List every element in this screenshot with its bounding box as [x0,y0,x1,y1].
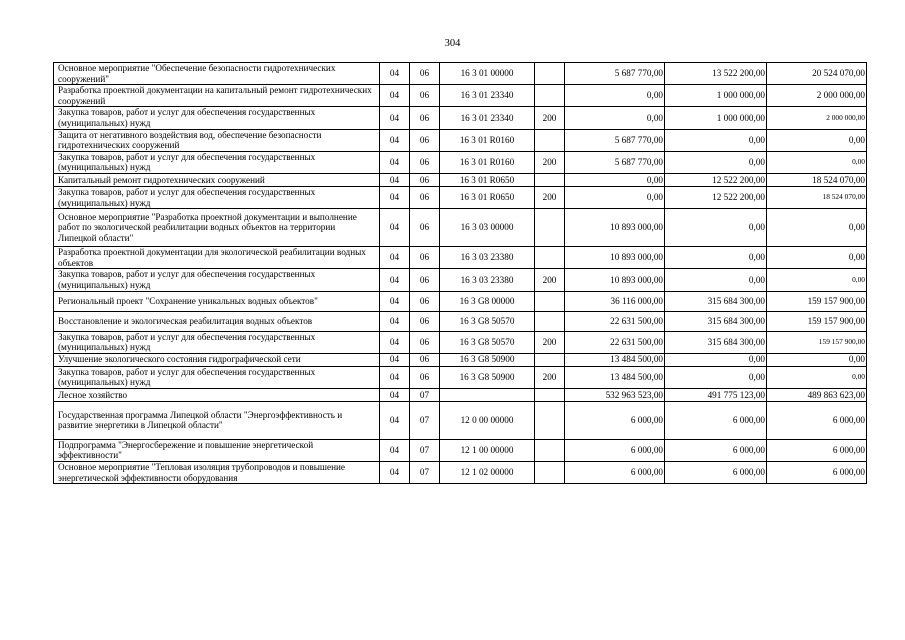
cell-pr: 06 [410,107,440,129]
cell-csr: 16 3 G8 50570 [440,311,535,331]
cell-rz: 04 [380,291,410,311]
cell-pr: 06 [410,173,440,186]
cell-vr [535,63,565,85]
cell-name: Восстановление и экологическая реабилитация водных объектов [54,311,380,331]
cell-rz: 04 [380,151,410,173]
cell-csr: 16 3 01 R0650 [440,173,535,186]
cell-v3: 18 524 070,00 [767,173,867,186]
cell-v3: 0,00 [767,353,867,366]
cell-name: Защита от негативного воздействия вод, обеспечение безопасности гидротехнических сооружений [54,129,380,151]
cell-v3: 2 000 000,00 [767,107,867,129]
cell-csr: 16 3 G8 50900 [440,366,535,388]
cell-pr: 06 [410,247,440,269]
cell-v1: 5 687 770,00 [565,63,665,85]
cell-v1: 10 893 000,00 [565,247,665,269]
cell-v3: 159 157 900,00 [767,291,867,311]
cell-vr [535,85,565,107]
cell-pr: 06 [410,269,440,291]
cell-v2: 0,00 [665,129,767,151]
cell-name: Улучшение экологического состояния гидрографической сети [54,353,380,366]
table-row [54,353,867,366]
cell-v2: 12 522 200,00 [665,173,767,186]
cell-name: Закупка товаров, работ и услуг для обеспечения государственных (муниципальных) нужд [54,107,380,129]
cell-v1: 0,00 [565,85,665,107]
cell-rz: 04 [380,173,410,186]
cell-pr: 06 [410,311,440,331]
cell-pr: 06 [410,331,440,353]
cell-pr: 06 [410,85,440,107]
cell-v2: 315 684 300,00 [665,311,767,331]
table-row [54,439,867,461]
cell-v1: 5 687 770,00 [565,129,665,151]
cell-v3: 159 157 900,00 [767,311,867,331]
cell-rz: 04 [380,366,410,388]
cell-v2: 6 000,00 [665,462,767,484]
cell-vr [535,173,565,186]
cell-rz: 04 [380,311,410,331]
cell-vr [535,247,565,269]
cell-csr: 16 3 03 23380 [440,247,535,269]
cell-name: Разработка проектной документации для экологической реабилитации водных объектов [54,247,380,269]
cell-pr: 07 [410,439,440,461]
table-row [54,401,867,439]
cell-pr: 06 [410,186,440,208]
cell-csr: 16 3 G8 00000 [440,291,535,311]
cell-v3: 0,00 [767,247,867,269]
cell-csr: 16 3 G8 50900 [440,353,535,366]
cell-name: Региональный проект "Сохранение уникальных водных объектов" [54,291,380,311]
cell-v1: 0,00 [565,173,665,186]
cell-v2: 13 522 200,00 [665,63,767,85]
cell-name: Государственная программа Липецкой области "Энергоэффективность и развитие энергетики в Липецкой области" [54,401,380,439]
cell-csr: 12 1 00 00000 [440,439,535,461]
cell-csr: 12 1 02 00000 [440,462,535,484]
cell-pr: 06 [410,291,440,311]
cell-pr: 06 [410,129,440,151]
cell-rz: 04 [380,439,410,461]
cell-name: Закупка товаров, работ и услуг для обеспечения государственных (муниципальных) нужд [54,331,380,353]
cell-name: Основное мероприятие "Тепловая изоляция трубопроводов и повышение энергетической эффективности оборудования [54,462,380,484]
cell-v3: 18 524 070,00 [767,186,867,208]
cell-pr: 07 [410,401,440,439]
table-row [54,291,867,311]
cell-pr: 06 [410,63,440,85]
cell-csr: 16 3 03 23380 [440,269,535,291]
cell-rz: 04 [380,85,410,107]
cell-v2: 0,00 [665,353,767,366]
cell-rz: 04 [380,331,410,353]
table-row [54,186,867,208]
cell-vr: 200 [535,186,565,208]
cell-v3: 0,00 [767,269,867,291]
table-row [54,107,867,129]
cell-v1: 10 893 000,00 [565,209,665,247]
cell-vr [535,388,565,401]
table-row [54,388,867,401]
cell-rz: 04 [380,129,410,151]
cell-vr [535,129,565,151]
cell-name: Основное мероприятие "Обеспечение безопасности гидротехнических сооружений" [54,63,380,85]
cell-v1: 22 631 500,00 [565,311,665,331]
cell-csr [440,388,535,401]
table-row [54,462,867,484]
cell-v3: 0,00 [767,366,867,388]
cell-v3: 489 863 623,00 [767,388,867,401]
table-row [54,209,867,247]
cell-v1: 6 000,00 [565,462,665,484]
cell-vr: 200 [535,269,565,291]
cell-v1: 532 963 523,00 [565,388,665,401]
cell-v3: 6 000,00 [767,462,867,484]
cell-vr [535,291,565,311]
table-row [54,85,867,107]
cell-v2: 6 000,00 [665,401,767,439]
cell-name: Закупка товаров, работ и услуг для обеспечения государственных (муниципальных) нужд [54,186,380,208]
cell-vr: 200 [535,107,565,129]
cell-name: Закупка товаров, работ и услуг для обеспечения государственных (муниципальных) нужд [54,269,380,291]
cell-vr: 200 [535,366,565,388]
cell-v1: 0,00 [565,186,665,208]
cell-rz: 04 [380,209,410,247]
cell-v2: 1 000 000,00 [665,107,767,129]
cell-pr: 07 [410,462,440,484]
cell-v2: 315 684 300,00 [665,331,767,353]
cell-v3: 0,00 [767,151,867,173]
cell-v1: 10 893 000,00 [565,269,665,291]
table-row [54,63,867,85]
table-row [54,129,867,151]
cell-vr [535,401,565,439]
page-number: 304 [444,38,461,49]
cell-name: Подпрограмма "Энергосбережение и повышение энергетической эффективности" [54,439,380,461]
cell-v3: 0,00 [767,129,867,151]
cell-csr: 16 3 01 R0160 [440,151,535,173]
cell-rz: 04 [380,247,410,269]
cell-v2: 0,00 [665,209,767,247]
cell-rz: 04 [380,269,410,291]
cell-v1: 6 000,00 [565,401,665,439]
cell-v2: 491 775 123,00 [665,388,767,401]
cell-v3: 20 524 070,00 [767,63,867,85]
cell-name: Основное мероприятие "Разработка проектной документации и выполнение работ по экологической реабилитации водных объектов на территории Липецкой области" [54,209,380,247]
cell-csr: 16 3 03 00000 [440,209,535,247]
cell-vr: 200 [535,331,565,353]
table-row [54,151,867,173]
cell-pr: 07 [410,388,440,401]
cell-v2: 315 684 300,00 [665,291,767,311]
cell-csr: 16 3 01 23340 [440,107,535,129]
cell-rz: 04 [380,462,410,484]
cell-csr: 12 0 00 00000 [440,401,535,439]
cell-pr: 06 [410,353,440,366]
cell-v1: 0,00 [565,107,665,129]
table-row [54,269,867,291]
budget-table [53,62,867,484]
cell-pr: 06 [410,366,440,388]
cell-v2: 0,00 [665,151,767,173]
cell-v1: 22 631 500,00 [565,331,665,353]
cell-vr [535,439,565,461]
cell-v1: 6 000,00 [565,439,665,461]
cell-vr [535,462,565,484]
cell-name: Капитальный ремонт гидротехнических сооружений [54,173,380,186]
cell-csr: 16 3 01 R0650 [440,186,535,208]
cell-rz: 04 [380,63,410,85]
cell-v3: 6 000,00 [767,439,867,461]
cell-name: Лесное хозяйство [54,388,380,401]
cell-v3: 0,00 [767,209,867,247]
cell-vr [535,353,565,366]
cell-v2: 0,00 [665,247,767,269]
table-row [54,173,867,186]
cell-name: Закупка товаров, работ и услуг для обеспечения государственных (муниципальных) нужд [54,151,380,173]
cell-csr: 16 3 01 R0160 [440,129,535,151]
cell-v2: 0,00 [665,366,767,388]
cell-v2: 6 000,00 [665,439,767,461]
cell-v3: 159 157 900,00 [767,331,867,353]
cell-rz: 04 [380,388,410,401]
cell-v3: 6 000,00 [767,401,867,439]
cell-rz: 04 [380,353,410,366]
cell-v1: 36 116 000,00 [565,291,665,311]
cell-pr: 06 [410,151,440,173]
cell-rz: 04 [380,401,410,439]
table-row [54,331,867,353]
cell-v1: 13 484 500,00 [565,366,665,388]
cell-pr: 06 [410,209,440,247]
cell-rz: 04 [380,186,410,208]
cell-csr: 16 3 01 00000 [440,63,535,85]
cell-v2: 0,00 [665,269,767,291]
cell-name: Закупка товаров, работ и услуг для обеспечения государственных (муниципальных) нужд [54,366,380,388]
cell-v2: 1 000 000,00 [665,85,767,107]
cell-name: Разработка проектной документации на капитальный ремонт гидротехнических сооружений [54,85,380,107]
table-row [54,311,867,331]
cell-vr [535,311,565,331]
table-row [54,366,867,388]
cell-v1: 5 687 770,00 [565,151,665,173]
cell-vr [535,209,565,247]
cell-rz: 04 [380,107,410,129]
cell-vr: 200 [535,151,565,173]
cell-v3: 2 000 000,00 [767,85,867,107]
cell-v2: 12 522 200,00 [665,186,767,208]
cell-csr: 16 3 G8 50570 [440,331,535,353]
cell-csr: 16 3 01 23340 [440,85,535,107]
cell-v1: 13 484 500,00 [565,353,665,366]
table-row [54,247,867,269]
